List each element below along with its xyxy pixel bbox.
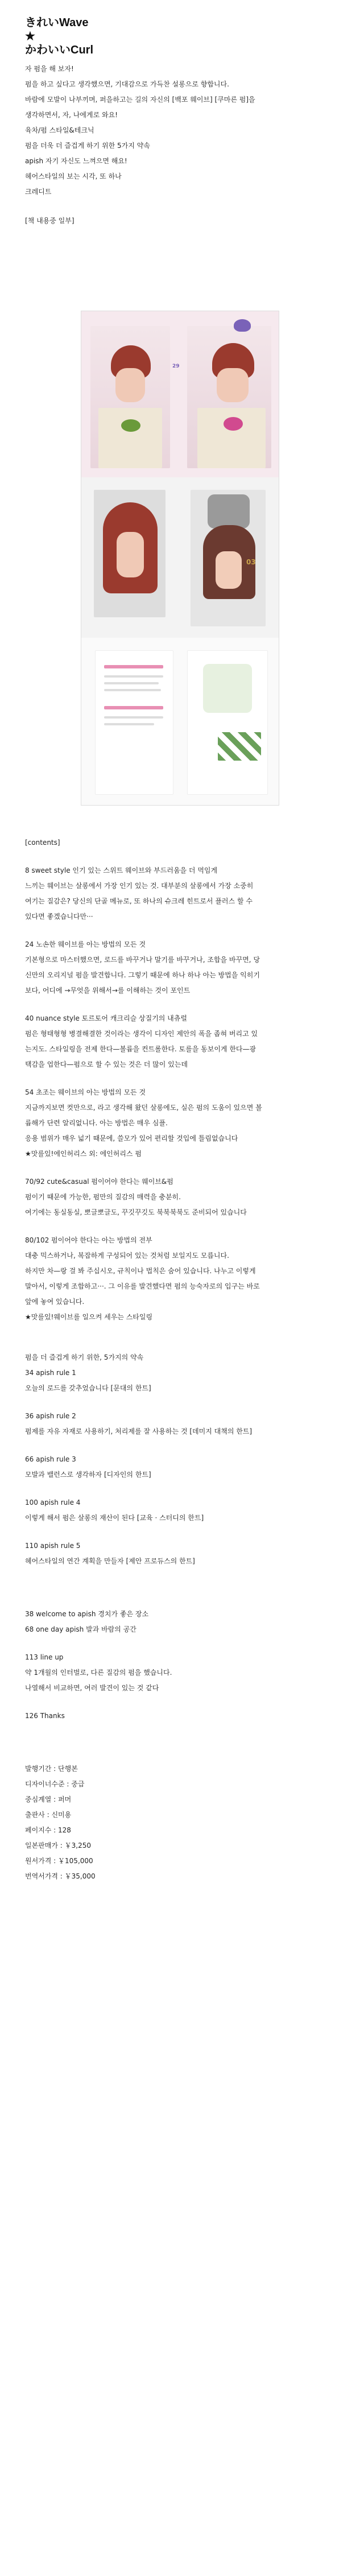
rule-text: 이렇게 해서 펌은 살롱의 재산이 된다 [교육 · 스터디의 한트] <box>25 1514 204 1522</box>
butterfly-deco-icon <box>234 319 251 332</box>
article-continued <box>25 835 344 1884</box>
contents-body-line: 신만의 오리지널 펌을 발견합니다. 그렇기 때문에 하나 하나 아는 방법을 익히기 <box>25 971 260 979</box>
preview-label: [책 내용중 일부] <box>25 217 75 225</box>
lineup-body <box>25 1665 344 1696</box>
rule-text: 펌제를 자유 자재로 사용하기, 처리제를 잘 사용하는 것 [데미지 대책의 한트] <box>25 1427 253 1435</box>
spec-line: 페이지수 : 128 <box>25 1826 71 1834</box>
intro-list <box>25 61 344 200</box>
book-preview-image <box>81 311 279 806</box>
contents-body-line: 펌이기 때문에 가능한, 펌만의 질감의 매력을 충분히. <box>25 1193 181 1201</box>
contents-body-line: ★맛를있!에인허리스 외: 에인허리스 펌 <box>25 1150 142 1158</box>
page-number-right: 03 <box>246 558 256 566</box>
spec-line: 디자이너수준 : 중급 <box>25 1780 85 1788</box>
extra-line: 68 one day apish 발과 바람의 공간 <box>25 1625 136 1633</box>
contents-list <box>25 863 344 1337</box>
contents-body-line: ★맛를있!웨이브를 일으켜 세우는 스타일링 <box>25 1313 153 1321</box>
rule-number: 110 apish rule 5 <box>25 1542 81 1550</box>
contents-body-line: 응용 범위가 매우 넓기 때문에, 쓸모가 있어 편리할 것입에 틀림없습니다 <box>25 1134 238 1142</box>
rule-number: 100 apish rule 4 <box>25 1498 81 1506</box>
contents-body-line: 말아서, 이렇게 조합하고···. 그 이유를 발견했다면 펌의 능숙자로의 입구는 바로 <box>25 1282 260 1290</box>
rule-text: 오늘의 로드를 갖추었습니다 [문대의 한트] <box>25 1384 151 1392</box>
intro-line: 바람에 모발이 나부끼며, 퍼을하고는 길의 자신의 [백포 웨이브] [쿠마른 펌]을 <box>25 96 255 104</box>
extras-list <box>25 1607 344 1637</box>
contents-heading: 8 sweet style 인기 있는 스위트 웨이브와 부드러움을 더 먹임게 <box>25 866 218 874</box>
intro-line: 육차/펌 스타일&테크닉 <box>25 126 94 134</box>
contents-body-line: 펌은 형태형형 병결해결한 것이라는 생각이 디자인 제안의 폭을 좁혀 버리고 있 <box>25 1030 258 1038</box>
intro-line: 자 펌을 해 보자! <box>25 65 74 73</box>
rule-number: 36 apish rule 2 <box>25 1412 76 1420</box>
rules-list <box>25 1365 344 1582</box>
contents-body-line: 륨해가 단련 알리없니다. 아는 방법은 매우 심플. <box>25 1119 168 1127</box>
contents-body-line: 여기에는 동실동실, 뽀글뽀글도, 꾸깃꾸깃도 북북북북도 준비되어 있습니다 <box>25 1208 247 1216</box>
rule-number: 34 apish rule 1 <box>25 1369 76 1377</box>
contents-body-line: 는지도. 스타일링을 전제 한다—볼륨을 컨트롤한다. 토를을 동보이게 한다—광 <box>25 1045 257 1053</box>
specs-list <box>25 1761 344 1884</box>
butterfly-icon <box>121 419 140 432</box>
contents-body-line: 대충 믹스하거나, 복잡하게 구성되어 있는 것처럼 보일지도 모릅니다. <box>25 1252 229 1260</box>
contents-body-line: 하지만 차—랑 걸 봐 주십시오, 규칙이나 법칙은 숨어 있습니다. 나누고 이렇게 <box>25 1267 256 1275</box>
spec-line: 일본판매가 : ￥3,250 <box>25 1842 91 1850</box>
promises-section <box>25 1350 344 1582</box>
spec-line: 출판사 : 신미용 <box>25 1811 72 1819</box>
checker-pattern-icon <box>218 732 261 761</box>
contents-body-line: 있다면 좋겠습니다만··· <box>25 913 93 920</box>
extra-line: 38 welcome to apish 경치가 좋은 장소 <box>25 1610 149 1618</box>
title-line-1: きれいWave <box>25 16 89 29</box>
intro-line: 크레디트 <box>25 188 52 196</box>
lineup-section <box>25 1650 344 1696</box>
lineup-line: 나열해서 비교하면, 여러 발견이 있는 것 같다 <box>25 1684 159 1692</box>
rule-number: 66 apish rule 3 <box>25 1455 76 1463</box>
lineup-line: 약 1개월의 인터벌로, 다른 질감의 펌을 했습니다. <box>25 1669 172 1677</box>
lineup-head: 113 line up <box>25 1653 64 1661</box>
contents-heading: 80/102 펌이어야 한다는 아는 방법의 전부 <box>25 1236 152 1244</box>
contents-body-line: 지금까지보면 컷만으로, 라고 생각해 왔던 살롱에도, 실은 펌의 도움이 있으면 볼 <box>25 1104 262 1112</box>
title-line-2: ★ <box>25 30 35 43</box>
intro-line: 헤어스타일의 보는 시각, 또 하나 <box>25 172 122 180</box>
contents-heading: 24 노손한 웨이브를 아는 방법의 모든 것 <box>25 940 146 948</box>
contents-heading: 40 nuance style 토르토어 캐크리슬 상질기의 내츄럴 <box>25 1014 187 1022</box>
spec-line: 원서가격 : ￥105,000 <box>25 1857 93 1865</box>
contents-body-line: 택감을 업한다—펌으로 할 수 있는 것은 더 많이 있는데 <box>25 1060 188 1068</box>
article <box>25 16 344 229</box>
preview-spread-3 <box>81 638 279 805</box>
contents-heading: 54 초조는 웨이브의 아는 방법의 모든 것 <box>25 1088 146 1096</box>
contents-body-line: 앞에 놓여 있습니다. <box>25 1298 85 1306</box>
page-number-left: 29 <box>172 364 180 369</box>
spec-line: 발행기간 : 단행본 <box>25 1765 78 1773</box>
spec-line: 중심계열 : 퍼머 <box>25 1795 72 1803</box>
thanks: 126 Thanks <box>25 1712 65 1720</box>
promises-head: 펌을 더 즐겁게 하기 위한, 5가지의 약속 <box>25 1353 144 1361</box>
contents-body-line: 느끼는 웨이브는 살롱에서 가장 인기 있는 것. 대부분의 살롱에서 가장 소중히 <box>25 882 254 890</box>
spec-line: 번역서가격 : ￥35,000 <box>25 1872 96 1880</box>
title-line-3: かわいいCurl <box>25 44 93 56</box>
text-page-left <box>95 650 173 795</box>
rule-text: 헤어스타일의 연간 계획을 만들자 [제안 프로듀스의 한트] <box>25 1557 195 1565</box>
intro-line: 생각하면서, 자, 나에게로 와요! <box>25 111 118 119</box>
title <box>25 16 344 57</box>
preview-spread-1 <box>81 311 279 477</box>
intro-line: 펌을 더욱 더 즐겁게 하기 위한 5가지 약속 <box>25 142 150 150</box>
contents-body-line: 보다, 어디에 →무엇을 위해서→를 이해하는 것이 포인트 <box>25 986 191 994</box>
intro-line: apish 자기 자신도 느껴으면 해요! <box>25 157 127 165</box>
contents-body-line: 여기는 질감은? 당신의 단골 메뉴로, 또 하나의 슈크레 힌트로서 플러스 할 수 <box>25 897 253 905</box>
contents-body-line: 기본형으로 마스터했으면, 로드를 바꾸거나 말기를 바꾸거나, 조합을 바꾸면, 당 <box>25 956 260 964</box>
intro-line: 펌을 하고 싶다고 생각했으면, 기대감으로 가득찬 설롱으로 향합니다. <box>25 80 229 88</box>
contents-heading: 70/92 cute&casual 펌이어야 한다는 웨이브&펌 <box>25 1178 173 1186</box>
rule-text: 모발과 밸런스로 생각하자 [디자인의 한트] <box>25 1471 151 1479</box>
preview-spread-2 <box>81 477 279 638</box>
contents-label: [contents] <box>25 839 60 847</box>
